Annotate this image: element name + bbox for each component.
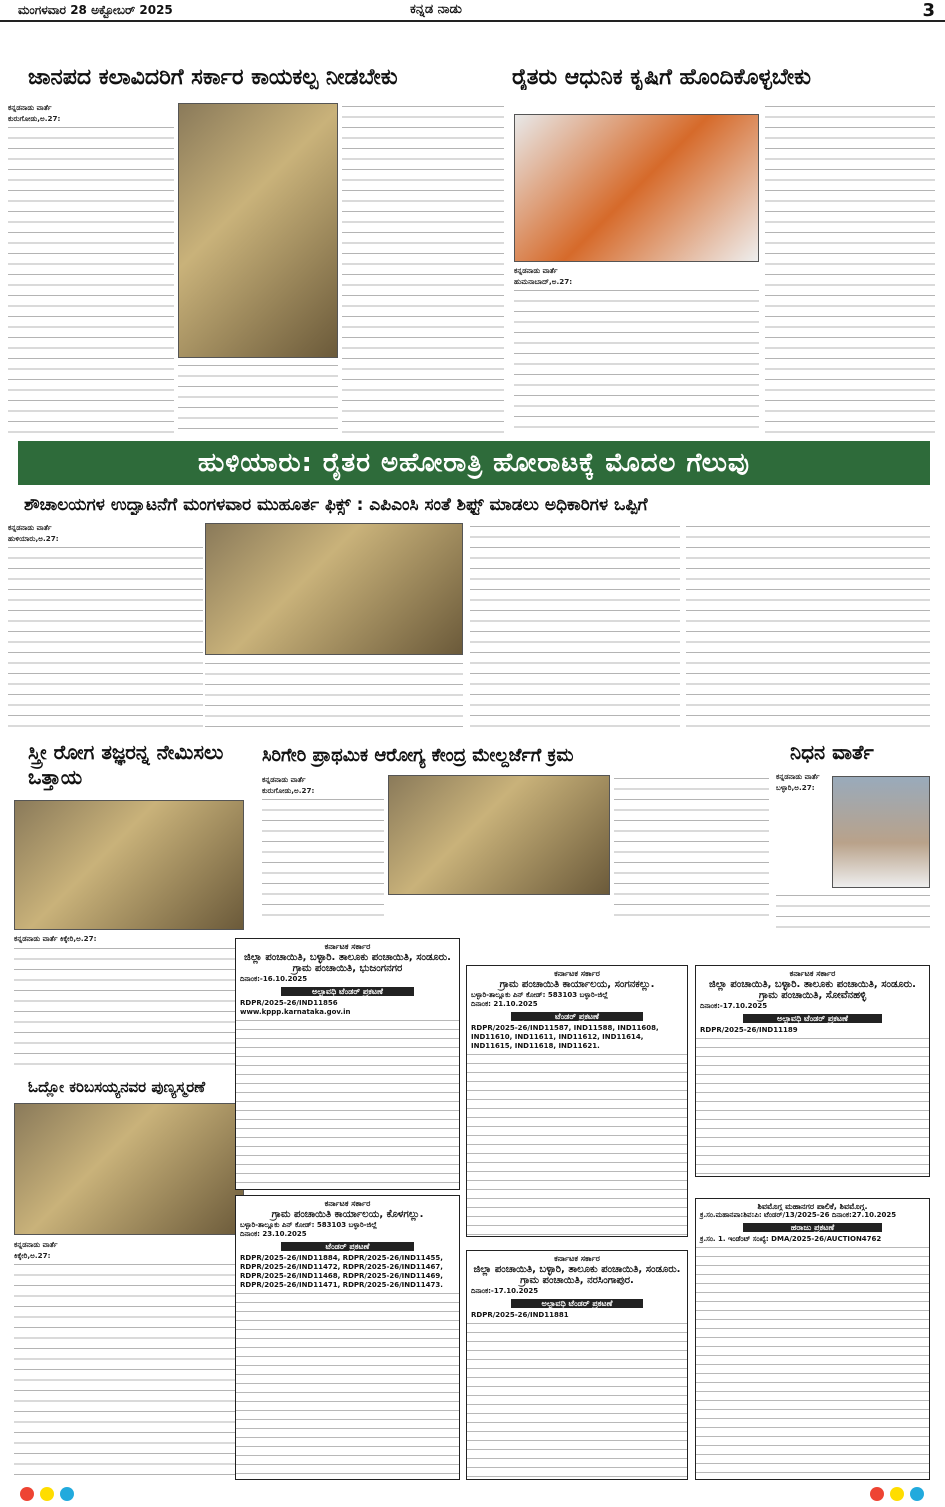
registration-mark	[60, 1487, 74, 1501]
article-6-body-2	[776, 892, 930, 932]
article-5-body	[262, 775, 384, 925]
article-1-byline: ಕನ್ನಡನಾಡು ವಾರ್ತೆ	[8, 103, 52, 112]
article-7-body	[14, 1240, 244, 1478]
article-1-body-3	[342, 103, 504, 433]
ad-1-date: ದಿನಾಂಕ:-16.10.2025	[240, 975, 308, 983]
registration-mark	[890, 1487, 904, 1501]
article-2-photo	[514, 114, 759, 262]
ad-4-tag: ಟೆಂಡರ್ ಪ್ರಕಟಣೆ	[281, 1242, 415, 1251]
tender-ad-1	[235, 938, 460, 1190]
ad-5-date: ದಿನಾಂಕ:-17.10.2025	[471, 1287, 539, 1295]
article-6-byline: ಕನ್ನಡನಾಡು ವಾರ್ತೆ	[776, 772, 820, 781]
article-4-dateline: ಕಿಕ್ಕೇರಿ,ಅ.27:	[59, 934, 97, 943]
ad-2-sub: ಬಳ್ಳಾರಿ-ತಾಲ್ಲೂಕು ಪಿನ್ ಕೋಡ್: 583103 ಬಳ್ಳಾರಿ-ಜಿಲ್ಲೆ	[471, 991, 608, 999]
ad-3-tag: ಅಲ್ಪಾವಧಿ ಟೆಂಡರ್ ಪ್ರಕಟಣೆ	[743, 1014, 883, 1023]
ad-1-url: www.kppp.karnataka.gov.in	[240, 1008, 351, 1016]
ad-3-office: ಜಿಲ್ಲಾ ಪಂಚಾಯಿತಿ, ಬಳ್ಳಾರಿ. ತಾಲೂಕು ಪಂಚಾಯಿತಿ, ಸಂಡೂರು.	[709, 979, 916, 990]
article-3-body-2	[205, 660, 463, 730]
ad-5-sub: ಗ್ರಾಮ ಪಂಚಾಯಿತಿ, ನರಸಿಂಗಾಪುರ.	[520, 1275, 634, 1286]
article-2-body	[514, 266, 759, 436]
ad-1-tag: ಅಲ್ಪಾವಧಿ ಟೆಂಡರ್ ಪ್ರಕಟಣೆ	[281, 987, 415, 996]
ad-4-gov: ಕರ್ನಾಟಕ ಸರ್ಕಾರ	[324, 1199, 371, 1208]
ad-1-office: ಜಿಲ್ಲಾ ಪಂಚಾಯಿತಿ, ಬಳ್ಳಾರಿ. ತಾಲೂಕು ಪಂಚಾಯಿತಿ, ಸಂಡೂರು.	[244, 952, 451, 963]
ad-2-office: ಗ್ರಾಮ ಪಂಚಾಯಿತಿ ಕಾರ್ಯಾಲಯ, ಸಂಗನಕಲ್ಲು.	[499, 979, 655, 990]
article-6-dateline: ಬಳ್ಳಾರಿ,ಅ.27:	[776, 782, 815, 792]
ad-3-date: ದಿನಾಂಕ:-17.10.2025	[700, 1002, 768, 1010]
article-4-headline: ಸ್ತ್ರೀ ರೋಗ ತಜ್ಞರನ್ನ ನೇಮಿಸಲು ಒತ್ತಾಯ	[28, 740, 224, 789]
ad-6-date: ಕ್ರ.ಸಂ. 1. ಇಂಡೆಂಟ್ ಸಂಖ್ಯೆ: DMA/2025-26/AUCTION4762	[700, 1235, 882, 1243]
ad-5-ref: RDPR/2025-26/IND11881	[471, 1311, 569, 1319]
page-number: 3	[922, 0, 935, 21]
article-6-headline: ನಿಧನ ವಾರ್ತೆ	[790, 740, 874, 764]
article-3-body	[8, 523, 203, 728]
ad-2-tag: ಟೆಂಡರ್ ಪ್ರಕಟಣೆ	[511, 1012, 643, 1021]
ad-6-tag: ಹರಾಜು ಪ್ರಕಟಣೆ	[743, 1223, 883, 1232]
tender-ad-4	[235, 1195, 460, 1480]
ad-1-ref: RDPR/2025-26/IND11856	[240, 999, 338, 1007]
article-5-body-2	[614, 775, 769, 925]
article-3-photo	[205, 523, 463, 655]
article-7-dateline: ಕಿಕ್ಕೇರಿ,ಅ.27:	[14, 1250, 51, 1260]
ad-6-office: ಕ್ರ.ಸಂ.ಮಹಾನಪಾ:ಶಿವ:ಪಿ: ಟೆಂಡರ್/13/2025-26 ದಿನಾಂಕ:27.10.2025	[700, 1211, 897, 1219]
ad-2-date: ದಿನಾಂಕ: 21.10.2025	[471, 1000, 538, 1008]
ad-5-office: ಜಿಲ್ಲಾ ಪಂಚಾಯಿತಿ, ಬಳ್ಳಾರಿ, ತಾಲೂಕು ಪಂಚಾಯಿತಿ, ಸಂಡೂರು.	[473, 1264, 681, 1275]
ad-4-sub: ಬಳ್ಳಾರಿ-ತಾಲ್ಲೂಕು ಪಿನ್ ಕೋಡ್: 583103 ಬಳ್ಳಾರಿ-ಜಿಲ್ಲೆ	[240, 1221, 377, 1229]
ad-4-date: ದಿನಾಂಕ: 23.10.2025	[240, 1230, 307, 1238]
auction-ad	[695, 1198, 930, 1480]
ad-2-ref: RDPR/2025-26/IND11587, IND11588, IND11608, IND11610, IND11611, IND11612, IND11614, IND11615, IND11618, IND11621.	[471, 1024, 659, 1050]
article-2-headline: ರೈತರು ಆಧುನಿಕ ಕೃಷಿಗೆ ಹೊಂದಿಕೊಳ್ಳಬೇಕು	[512, 66, 811, 90]
registration-mark	[910, 1487, 924, 1501]
registration-mark	[20, 1487, 34, 1501]
issue-date: ಮಂಗಳವಾರ 28 ಅಕ್ಟೋಬರ್ 2025	[18, 3, 173, 17]
article-2-byline: ಕನ್ನಡನಾಡು ವಾರ್ತೆ	[514, 266, 558, 275]
article-3-body-4	[686, 523, 930, 730]
ad-3-gov: ಕರ್ನಾಟಕ ಸರ್ಕಾರ	[789, 969, 836, 978]
ad-4-office: ಗ್ರಾಮ ಪಂಚಾಯಿತಿ ಕಾರ್ಯಾಲಯ, ಕೊಳಗಲ್ಲು.	[271, 1209, 424, 1220]
article-2-dateline: ಹುಮನಾಬಾದ್,ಅ.27:	[514, 276, 573, 286]
article-5-dateline: ಕುರುಗೋಡು,ಅ.27:	[262, 785, 315, 795]
ad-3-sub: ಗ್ರಾಮ ಪಂಚಾಯಿತಿ, ಸೋವೆನಹಳ್ಳಿ	[758, 990, 867, 1001]
article-1-body	[8, 103, 174, 433]
article-6-body	[776, 772, 828, 872]
article-5-headline: ಸಿರಿಗೇರಿ ಪ್ರಾಥಮಿಕ ಆರೋಗ್ಯ ಕೇಂದ್ರ ಮೇಲ್ದರ್ಜೆಗೆ ಕ್ರಮ	[262, 745, 574, 766]
article-3-body-3	[470, 523, 680, 730]
article-4-photo	[14, 800, 244, 930]
article-3-byline: ಕನ್ನಡನಾಡು ವಾರ್ತೆ	[8, 523, 52, 532]
article-7-byline: ಕನ್ನಡನಾಡು ವಾರ್ತೆ	[14, 1240, 58, 1249]
article-4-body	[14, 934, 244, 1074]
tender-ad-5	[466, 1250, 688, 1480]
ad-6-gov: ಶಿವಮೊಗ್ಗ ಮಹಾನಗರ ಪಾಲಿಕೆ, ಶಿವಮೊಗ್ಗ.	[757, 1202, 868, 1211]
article-7-headline: ಓದ್ಲೋ ಕರಿಬಸಯ್ಯನವರ ಪುಣ್ಯಸ್ಮರಣೆ	[28, 1078, 206, 1096]
article-5-byline: ಕನ್ನಡನಾಡು ವಾರ್ತೆ	[262, 775, 306, 784]
paper-name: ಕನ್ನಡ ನಾಡು	[410, 2, 462, 17]
tender-ad-3	[695, 965, 930, 1177]
article-3-dateline: ಹುಳಿಯಾರು,ಅ.27:	[8, 533, 59, 543]
ad-1-sub: ಗ್ರಾಮ ಪಂಚಾಯಿತಿ, ಭುಜಂಗನಗರ	[292, 963, 403, 974]
lead-subheadline: ಶೌಚಾಲಯಗಳ ಉದ್ಘಾಟನೆಗೆ ಮಂಗಳವಾರ ಮುಹೂರ್ತ ಫಿಕ್ಸ್ : ಎಪಿಎಂಸಿ ಸಂತೆ ಶಿಫ್ಟ್ ಮಾಡಲು ಅಧಿಕಾರಿಗಳ ಒಪ್ಪಿಗೆ	[24, 495, 648, 515]
article-2-body-2	[765, 103, 935, 436]
article-1-headline: ಜಾನಪದ ಕಲಾವಿದರಿಗೆ ಸರ್ಕಾರ ಕಾಯಕಲ್ಪ ನೀಡಬೇಕು	[28, 66, 398, 90]
ad-5-gov: ಕರ್ನಾಟಕ ಸರ್ಕಾರ	[554, 1254, 600, 1263]
ad-2-gov: ಕರ್ನಾಟಕ ಸರ್ಕಾರ	[554, 969, 600, 978]
article-1-photo	[178, 103, 338, 358]
ad-4-ref: RDPR/2025-26/IND11884, RDPR/2025-26/IND11455, RDPR/2025-26/IND11472, RDPR/2025-26/IND11467, RDPR/2025-26/IND11468, RDPR/2025-26/IND11469, RDPR/2025-26/IND11471, RDPR/2025-26/IND11473.	[240, 1254, 443, 1289]
article-1-dateline: ಕುರುಗೋಡು,ಅ.27:	[8, 113, 61, 123]
article-6-portrait	[832, 776, 930, 888]
tender-ad-2	[466, 965, 688, 1237]
article-4-byline: ಕನ್ನಡನಾಡು ವಾರ್ತೆ	[14, 934, 58, 943]
ad-5-tag: ಅಲ್ಪಾವಧಿ ಟೆಂಡರ್ ಪ್ರಕಟಣೆ	[511, 1299, 643, 1308]
registration-mark	[870, 1487, 884, 1501]
ad-1-gov: ಕರ್ನಾಟಕ ಸರ್ಕಾರ	[324, 942, 371, 951]
registration-mark	[40, 1487, 54, 1501]
article-1-body-2	[178, 362, 338, 434]
article-5-photo	[388, 775, 610, 895]
page-header	[0, 0, 945, 22]
article-7-photo	[14, 1103, 244, 1235]
lead-banner: ಹುಳಿಯಾರು: ರೈತರ ಅಹೋರಾತ್ರಿ ಹೋರಾಟಕ್ಕೆ ಮೊದಲ ಗೆಲುವು	[18, 441, 930, 485]
ad-3-ref: RDPR/2025-26/IND11189	[700, 1026, 798, 1034]
